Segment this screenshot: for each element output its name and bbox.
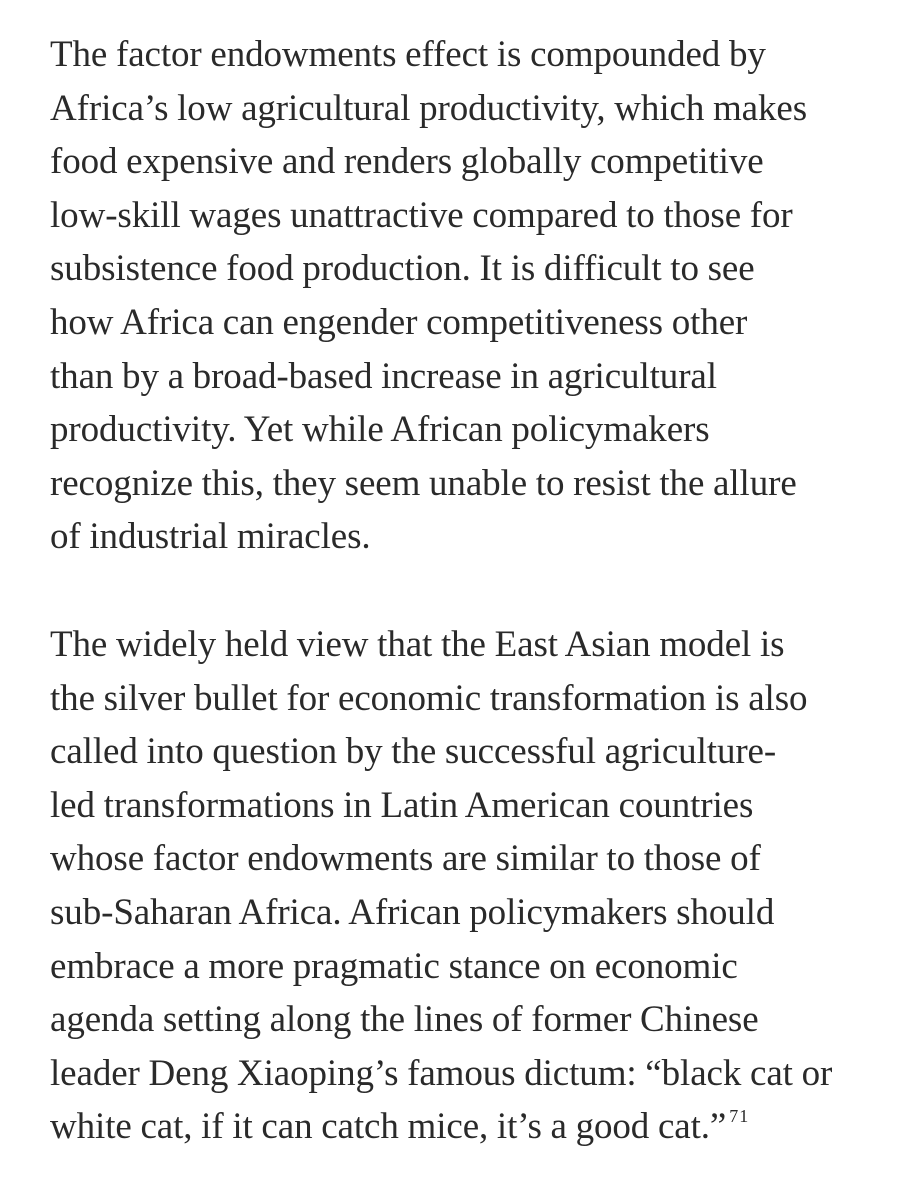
text-line: leader Deng Xiaoping’s famous dictum: “black cat or xyxy=(50,1052,833,1094)
text-line: of industrial miracles. xyxy=(50,516,371,558)
text-line: how Africa can engender competitiveness other xyxy=(50,301,748,343)
text-line: whose factor endowments are similar to those of xyxy=(50,838,761,880)
text-line: productivity. Yet while African policymakers xyxy=(50,409,710,451)
text-line: embrace a more pragmatic stance on economic xyxy=(50,945,738,987)
text-line: The factor endowments effect is compounded by xyxy=(50,34,766,75)
text-line: than by a broad-based increase in agricultural xyxy=(50,355,717,397)
paragraph-east-asian-model xyxy=(50,618,865,1154)
text-line: called into question by the successful agriculture- xyxy=(50,731,777,773)
text-line: sub-Saharan Africa. African policymakers should xyxy=(50,891,775,933)
text-line: recognize this, they seem unable to resist the allure xyxy=(50,462,797,504)
paragraph-agricultural-productivity xyxy=(50,28,865,564)
text-line: low-skill wages unattractive compared to those for xyxy=(50,194,793,236)
text-line: led transformations in Latin American countries xyxy=(50,784,754,826)
text-line-content: white cat, if it can catch mice, it’s a good cat.” xyxy=(50,1106,727,1148)
text-line: food expensive and renders globally competitive xyxy=(50,141,764,183)
text-line: The widely held view that the East Asian model is xyxy=(50,623,785,665)
text-line: subsistence food production. It is difficult to see xyxy=(50,248,755,290)
text-line-last xyxy=(50,1100,865,1154)
text-line: agenda setting along the lines of former Chinese xyxy=(50,999,759,1041)
article-body xyxy=(50,28,865,1154)
text-line: Africa’s low agricultural productivity, which makes xyxy=(50,87,808,129)
footnote-reference[interactable]: 71 xyxy=(729,1106,750,1127)
text-line: the silver bullet for economic transformation is also xyxy=(50,677,808,719)
